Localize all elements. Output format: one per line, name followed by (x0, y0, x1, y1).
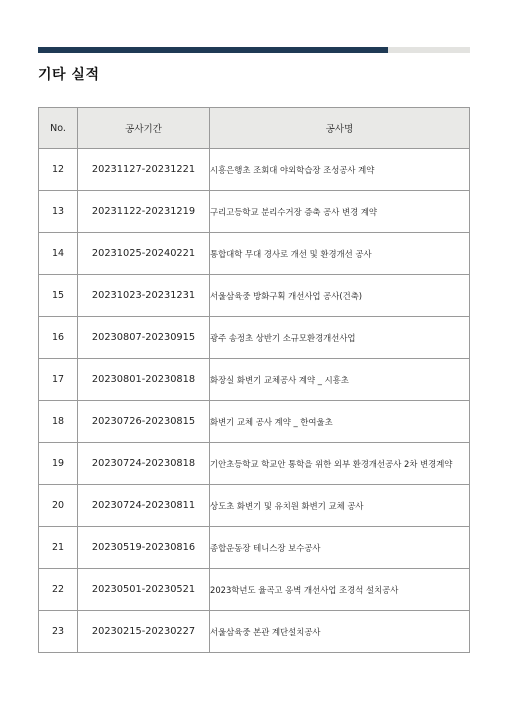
cell-no: 12 (39, 149, 78, 191)
table-row (39, 359, 470, 401)
cell-period: 20230726-20230815 (78, 401, 210, 443)
cell-period: 20231127-20231221 (78, 149, 210, 191)
cell-name: 종합운동장 테니스장 보수공사 (210, 527, 470, 569)
cell-period: 20230724-20230811 (78, 485, 210, 527)
cell-no: 15 (39, 275, 78, 317)
cell-period: 20230807-20230915 (78, 317, 210, 359)
cell-name: 시흥은행초 조회대 야외학습장 조성공사 계약 (210, 149, 470, 191)
cell-period: 20231025-20240221 (78, 233, 210, 275)
cell-no: 19 (39, 443, 78, 485)
table-row (39, 149, 470, 191)
table-row (39, 443, 470, 485)
cell-period: 20230801-20230818 (78, 359, 210, 401)
cell-name: 상도초 화변기 및 유치원 화변기 교체 공사 (210, 485, 470, 527)
cell-no: 20 (39, 485, 78, 527)
cell-name: 광주 송정초 상반기 소규모환경개선사업 (210, 317, 470, 359)
section-title: 기타 실적 (38, 67, 100, 83)
table-row (39, 233, 470, 275)
header-name: 공사명 (210, 108, 470, 149)
cell-period: 20231023-20231231 (78, 275, 210, 317)
table-row (39, 611, 470, 653)
top-accent-bar (38, 47, 470, 53)
cell-period: 20231122-20231219 (78, 191, 210, 233)
records-table (38, 107, 470, 653)
cell-name: 서울삼육중 본관 계단설치공사 (210, 611, 470, 653)
cell-period: 20230215-20230227 (78, 611, 210, 653)
cell-period: 20230724-20230818 (78, 443, 210, 485)
table-row (39, 401, 470, 443)
cell-no: 14 (39, 233, 78, 275)
table-row (39, 317, 470, 359)
cell-period: 20230519-20230816 (78, 527, 210, 569)
cell-name: 서울삼육중 방화구획 개선사업 공사(건축) (210, 275, 470, 317)
top-accent-bar-dark (38, 47, 388, 53)
cell-no: 16 (39, 317, 78, 359)
cell-name: 기안초등학교 학교안 통학을 위한 외부 환경개선공사 2차 변경계약 (210, 443, 470, 485)
cell-name: 통합대학 무대 경사로 개선 및 환경개선 공사 (210, 233, 470, 275)
header-no: No. (39, 108, 78, 149)
cell-no: 17 (39, 359, 78, 401)
header-period: 공사기간 (78, 108, 210, 149)
cell-no: 21 (39, 527, 78, 569)
cell-name: 2023학년도 율곡고 옹벽 개선사업 조경석 설치공사 (210, 569, 470, 611)
table-row (39, 527, 470, 569)
cell-no: 23 (39, 611, 78, 653)
table-header-row (39, 108, 470, 149)
table-row (39, 485, 470, 527)
cell-no: 18 (39, 401, 78, 443)
cell-name: 구리고등학교 분리수거장 증축 공사 변경 계약 (210, 191, 470, 233)
table-row (39, 191, 470, 233)
table-row (39, 569, 470, 611)
cell-period: 20230501-20230521 (78, 569, 210, 611)
cell-no: 22 (39, 569, 78, 611)
table-row (39, 275, 470, 317)
cell-name: 화변기 교체 공사 계약 _ 한여울초 (210, 401, 470, 443)
cell-no: 13 (39, 191, 78, 233)
cell-name: 화장실 화변기 교체공사 계약 _ 시흥초 (210, 359, 470, 401)
top-accent-bar-light (388, 47, 470, 53)
